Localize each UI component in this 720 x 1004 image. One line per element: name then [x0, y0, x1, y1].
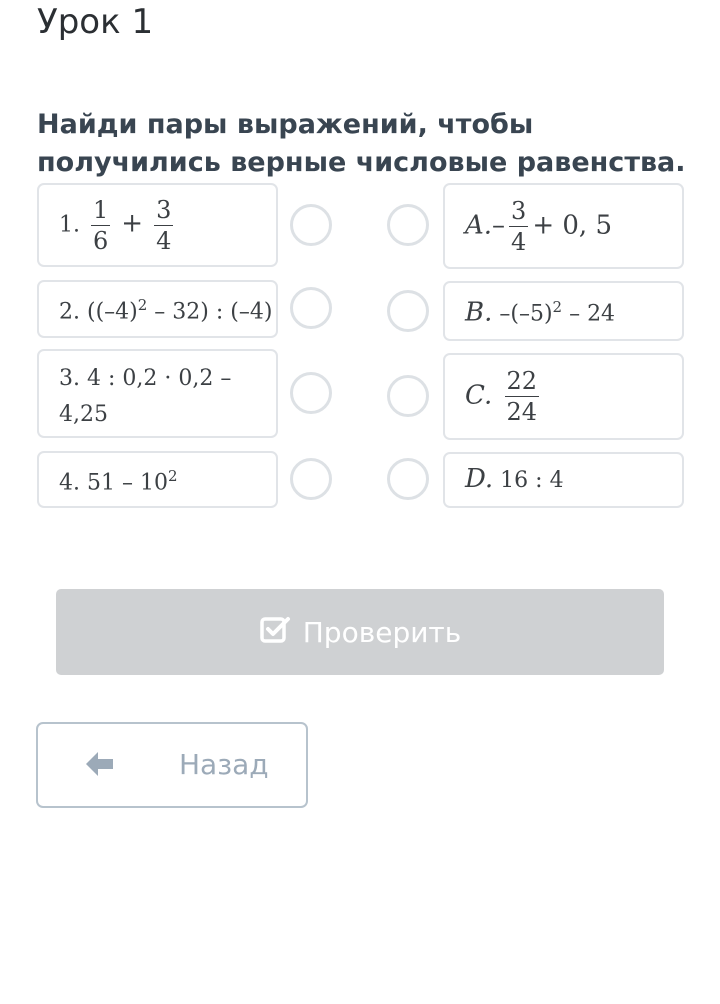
right-item-b-text-a: –(–5) — [492, 301, 553, 327]
lesson-title: Урок 1 — [37, 2, 154, 42]
right-item-a[interactable] — [443, 183, 684, 269]
right-item-c-letter: C. — [465, 380, 493, 411]
left-item-2[interactable] — [37, 280, 278, 338]
left-item-2-text-b: – 32) : (–4) — [147, 299, 273, 325]
left-item-1-label: 1. — [59, 212, 80, 237]
left-item-4[interactable] — [37, 451, 278, 508]
left-item-3[interactable] — [37, 349, 278, 438]
arrow-left-icon — [84, 749, 116, 786]
right-item-c[interactable] — [443, 353, 684, 440]
right-radio-c[interactable] — [387, 375, 429, 417]
left-item-4-text-a: 4. 51 – 10 — [59, 470, 168, 496]
right-item-d-text: 16 : 4 — [493, 468, 564, 493]
plus-sign: + — [121, 208, 144, 238]
right-radio-d[interactable] — [387, 458, 429, 500]
exponent: 2 — [137, 296, 148, 315]
right-item-b-letter: B. — [465, 297, 493, 328]
frac-denominator: 4 — [511, 227, 527, 256]
left-radio-3[interactable] — [290, 372, 332, 414]
back-button[interactable] — [36, 722, 308, 808]
left-radio-2[interactable] — [290, 287, 332, 329]
exponent: 2 — [552, 298, 563, 317]
right-item-d-letter: D. — [465, 464, 494, 494]
exponent: 2 — [167, 466, 178, 485]
frac-numerator: 3 — [511, 196, 527, 225]
right-item-a-letter: A. — [465, 210, 493, 240]
right-item-a-frac — [509, 196, 528, 257]
right-radio-a[interactable] — [387, 204, 429, 246]
right-item-d[interactable] — [443, 452, 684, 508]
right-item-b-text-b: – 24 — [562, 301, 616, 327]
frac-numerator: 3 — [156, 195, 172, 224]
left-item-1-frac2 — [154, 195, 173, 256]
minus-sign: – — [492, 210, 506, 240]
left-item-2-text-a: 2. ((–4) — [59, 299, 138, 325]
right-item-b[interactable] — [443, 281, 684, 341]
frac-denominator: 6 — [93, 226, 109, 255]
left-item-1[interactable] — [37, 183, 278, 267]
left-radio-4[interactable] — [290, 458, 332, 500]
right-item-c-frac — [505, 366, 540, 427]
left-item-3-text: 3. 4 : 0,2 · 0,2 – 4,25 — [59, 366, 232, 427]
check-button[interactable] — [56, 589, 664, 675]
frac-numerator: 1 — [93, 195, 109, 224]
frac-numerator: 22 — [506, 367, 538, 395]
frac-denominator: 4 — [156, 226, 172, 255]
left-radio-1[interactable] — [290, 204, 332, 246]
right-radio-b[interactable] — [387, 290, 429, 332]
right-item-a-tail: + 0, 5 — [532, 210, 612, 240]
question-text: Найди пары выражений, чтобы получились верные числовые равенства. — [37, 109, 686, 178]
check-button-label: Проверить — [302, 615, 462, 649]
back-button-label: Назад — [179, 748, 269, 781]
checkbox-check-icon — [259, 614, 291, 651]
left-item-1-frac1 — [91, 195, 110, 256]
frac-denominator: 24 — [506, 398, 538, 426]
